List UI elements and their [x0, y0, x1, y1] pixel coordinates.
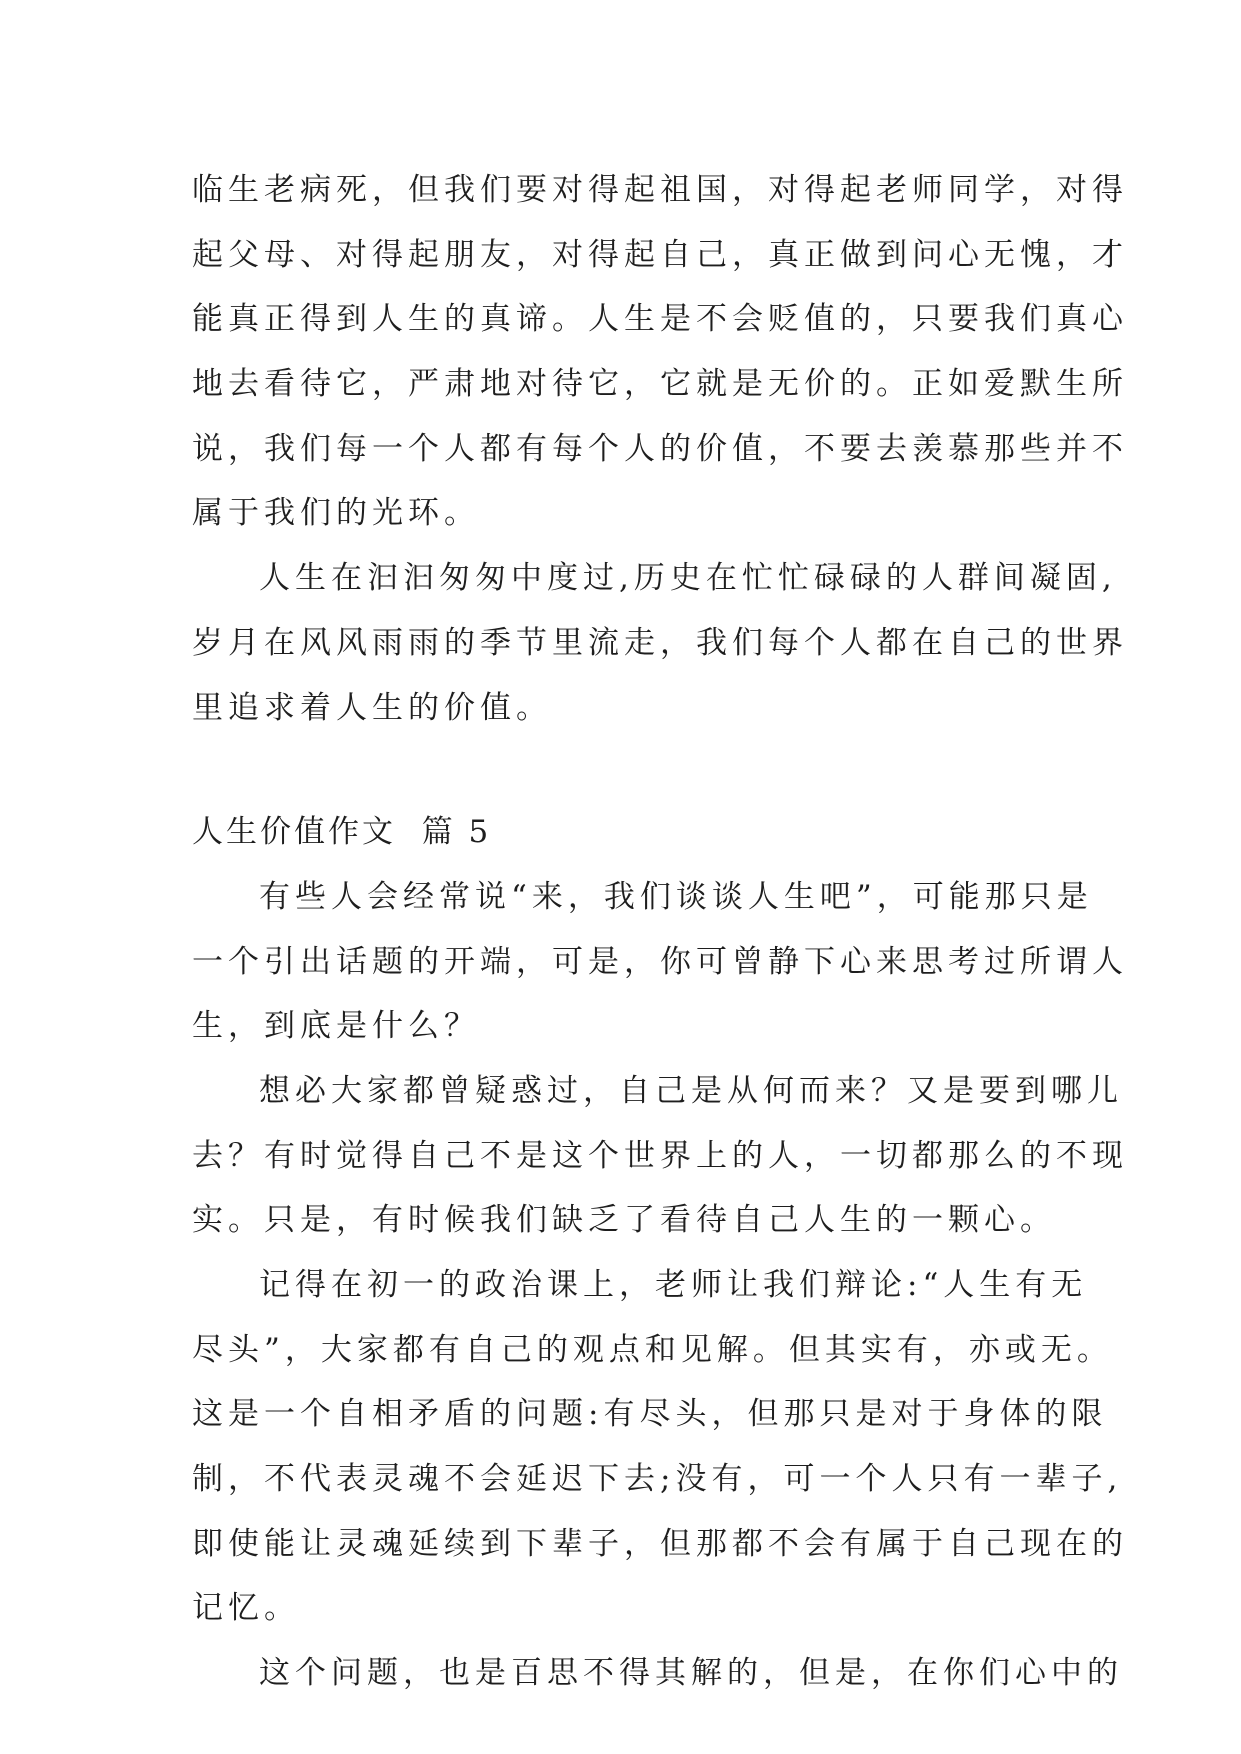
text-line: 制，不代表灵魂不会延迟下去;没有，可一个人只有一辈子, [192, 1461, 1123, 1498]
text-line: 有些人会经常说“来，我们谈谈人生吧”，可能那只是 [259, 878, 1093, 915]
text-line: 临生老病死，但我们要对得起祖国，对得起老师同学，对得 [192, 172, 1128, 208]
text-line: 一个引出话题的开端，可是，你可曾静下心来思考过所谓人 [192, 943, 1128, 980]
text-line: 记忆。 [192, 1590, 300, 1627]
text-line: 岁月在风风雨雨的季节里流走，我们每个人都在自己的世界 [192, 624, 1128, 661]
text-line: 属于我们的光环。 [192, 495, 480, 532]
text-line: 去？有时觉得自己不是这个世界上的人，一切都那么的不现 [192, 1137, 1128, 1174]
text-line: 这是一个自相矛盾的问题:有尽头，但那只是对于身体的限 [192, 1396, 1108, 1433]
paragraph [192, 1253, 1128, 1641]
section-gap [192, 740, 1062, 800]
text-line: 里追求着人生的价值。 [192, 689, 552, 726]
paragraph [192, 1641, 1123, 1706]
paragraph [192, 865, 1128, 1059]
paragraph [192, 158, 1128, 546]
text-line: 说，我们每一个人都有每个人的价值，不要去羡慕那些并不 [192, 430, 1128, 467]
text-line: 尽头”，大家都有自己的观点和见解。但其实有，亦或无。 [192, 1331, 1113, 1368]
text-line: 地去看待它，严肃地对待它，它就是无价的。正如爱默生所 [192, 366, 1128, 403]
text-line: 这个问题，也是百思不得其解的，但是，在你们心中的 [259, 1655, 1123, 1692]
document-body [192, 158, 1128, 1706]
text-line: 人生在汩汩匆匆中度过,历史在忙忙碌碌的人群间凝固, [259, 560, 1117, 597]
text-line: 生，到底是什么？ [192, 1008, 480, 1045]
text-line: 即使能让灵魂延续到下辈子，但那都不会有属于自己现在的 [192, 1525, 1128, 1562]
text-line: 想必大家都曾疑惑过，自己是从何而来？又是要到哪儿 [259, 1072, 1123, 1109]
section-heading: 人生价值作文 篇 5 [192, 814, 492, 851]
paragraph [192, 1059, 1128, 1253]
text-line: 能真正得到人生的真谛。人生是不会贬值的，只要我们真心 [192, 301, 1128, 338]
paragraph [192, 546, 1128, 740]
text-line: 记得在初一的政治课上，老师让我们辩论:“人生有无 [259, 1267, 1088, 1303]
text-line: 实。只是，有时候我们缺乏了看待自己人生的一颗心。 [192, 1202, 1056, 1239]
text-line: 起父母、对得起朋友，对得起自己，真正做到问心无愧，才 [192, 236, 1128, 273]
